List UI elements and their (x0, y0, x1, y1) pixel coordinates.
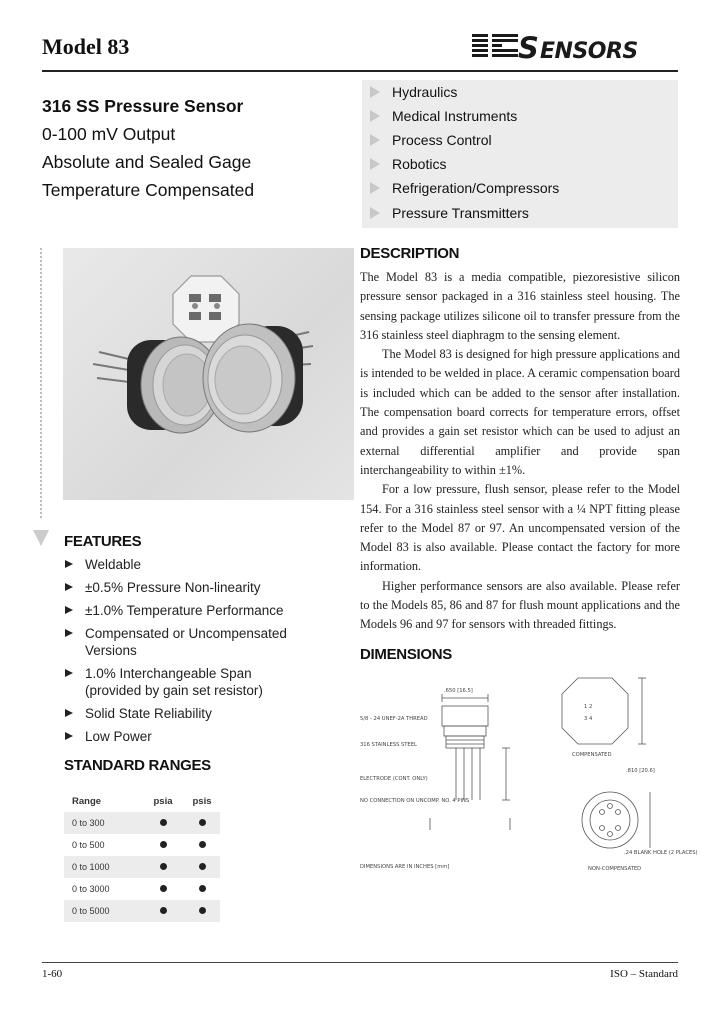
description-paragraph: The Model 83 is designed for high pressure applications and is intended to be welded in place. A ceramic compensation board is included which can be added to the sensor after installation. The compensation board corrects for temperature errors, offset and provides a gain set resistor which can be used to adjust an external differential amplifier and provide span interchangeability to within ±1%. (360, 347, 680, 477)
application-label: Robotics (392, 156, 447, 172)
ranges-table (64, 790, 220, 922)
triangle-bullet-icon (370, 110, 380, 122)
down-arrow-icon (33, 530, 49, 546)
feature-item: 1.0% Interchangeable Span (provided by gain set resistor) (62, 665, 302, 699)
dim-label: 5/8 - 24 UNEF-2A THREAD (360, 716, 428, 722)
availability-dot-icon (160, 819, 167, 826)
dimensions-diagram (360, 670, 698, 880)
product-photo (63, 248, 354, 500)
availability-dot-icon (160, 863, 167, 870)
features-list (62, 556, 352, 751)
svg-text:1 2: 1 2 (584, 704, 593, 710)
availability-dot-icon (199, 841, 206, 848)
svg-text:3 4: 3 4 (584, 716, 593, 722)
triangle-bullet-icon (370, 182, 380, 194)
availability-dot-icon (199, 819, 206, 826)
triangle-bullet-icon (65, 732, 73, 740)
application-item (370, 152, 446, 176)
application-label: Hydraulics (392, 84, 458, 100)
application-item (370, 104, 517, 128)
triangle-bullet-icon (65, 629, 73, 637)
table-row: 0 to 500 (64, 834, 220, 856)
application-label: Refrigeration/Compressors (392, 180, 560, 196)
triangle-bullet-icon (65, 606, 73, 614)
dim-label: DIMENSIONS ARE IN INCHES [mm] (360, 864, 450, 870)
availability-dot-icon (199, 863, 206, 870)
description-body (360, 268, 680, 635)
feature-item: Solid State Reliability (62, 705, 352, 722)
triangle-bullet-icon (65, 669, 73, 677)
table-row: 0 to 5000 (64, 900, 220, 922)
top-rule (42, 70, 678, 72)
svg-text:ENSORS: ENSORS (540, 39, 638, 64)
description-paragraph: For a low pressure, flush sensor, please refer to the Model 154. For a 316 stainless steel sensor with a ¼ NPT fitting please refer to the Model 87 or 97. An uncompensated version of the Model 83 is also available. Please contact the factory for more information. (360, 482, 680, 574)
triangle-bullet-icon (65, 560, 73, 568)
triangle-bullet-icon (65, 583, 73, 591)
table-row: 0 to 300 (64, 812, 220, 834)
application-item (370, 201, 529, 225)
margin-dotted-line (40, 248, 42, 518)
footer-note: ISO – Standard (610, 968, 678, 980)
triangle-bullet-icon (65, 709, 73, 717)
table-row: 0 to 3000 (64, 878, 220, 900)
application-label: Pressure Transmitters (392, 205, 529, 221)
triangle-bullet-icon (370, 207, 380, 219)
feature-item: Low Power (62, 728, 352, 745)
dim-label: .650 [16.5] (444, 688, 473, 694)
dim-label: NO CONNECTION ON UNCOMP. NO. 4 PINS (360, 798, 470, 804)
description-heading: DESCRIPTION (360, 245, 460, 262)
features-heading: FEATURES (64, 533, 142, 550)
application-label: Process Control (392, 132, 492, 148)
dim-label: .810 [20.6] (626, 768, 655, 774)
availability-dot-icon (160, 907, 167, 914)
availability-dot-icon (199, 885, 206, 892)
feature-item: ±0.5% Pressure Non-linearity (62, 579, 352, 596)
svg-text:S: S (518, 31, 539, 65)
spec-line: 316 SS Pressure Sensor (42, 96, 244, 116)
triangle-bullet-icon (370, 86, 380, 98)
description-paragraph: The Model 83 is a media compatible, piezoresistive silicon pressure sensor packaged in a 316 stainless steel housing. The sensing package utilizes silicone oil to transfer pressure from the 316 stainless steel diaphragm to the sensing element. (360, 270, 680, 342)
application-item (370, 80, 457, 104)
dim-label: NON-COMPENSATED (588, 866, 642, 872)
application-label: Medical Instruments (392, 108, 518, 124)
feature-item: ±1.0% Temperature Performance (62, 602, 352, 619)
application-item (370, 128, 492, 152)
table-header-row: Range psia psis (72, 795, 212, 807)
bottom-rule (42, 962, 678, 963)
triangle-bullet-icon (370, 134, 380, 146)
application-item (370, 176, 559, 200)
applications-panel (362, 80, 678, 228)
dim-label: COMPENSATED (572, 752, 612, 758)
table-row: 0 to 1000 (64, 856, 220, 878)
description-paragraph: Higher performance sensors are also available. Please refer to the Models 85, 86 and 87 for flush mount applications and the Models 96 and 97 for sensors with threaded fittings. (360, 578, 680, 632)
page-number: 1-60 (42, 968, 63, 980)
dim-label: 316 STAINLESS STEEL (360, 742, 417, 748)
availability-dot-icon (160, 841, 167, 848)
standard-ranges-heading: STANDARD RANGES (64, 757, 211, 774)
dim-label: .24 BLANK HOLE (2 PLACES) (624, 850, 698, 856)
feature-item: Weldable (62, 556, 352, 573)
feature-item: Compensated or Uncompensated Versions (62, 625, 302, 659)
dim-label: ELECTRODE (CONT. ONLY) (360, 776, 428, 782)
sensor-left-image (93, 337, 221, 433)
company-logo (468, 28, 678, 64)
spec-line: 0-100 mV Output (42, 124, 176, 144)
spec-block (42, 92, 358, 204)
dimensions-heading: DIMENSIONS (360, 646, 453, 663)
availability-dot-icon (160, 885, 167, 892)
model-title: Model 83 (42, 34, 130, 59)
availability-dot-icon (199, 907, 206, 914)
spec-line: Absolute and Sealed Gage (42, 152, 252, 172)
triangle-bullet-icon (370, 158, 380, 170)
spec-line: Temperature Compensated (42, 180, 255, 200)
sensor-right-image (203, 324, 313, 432)
